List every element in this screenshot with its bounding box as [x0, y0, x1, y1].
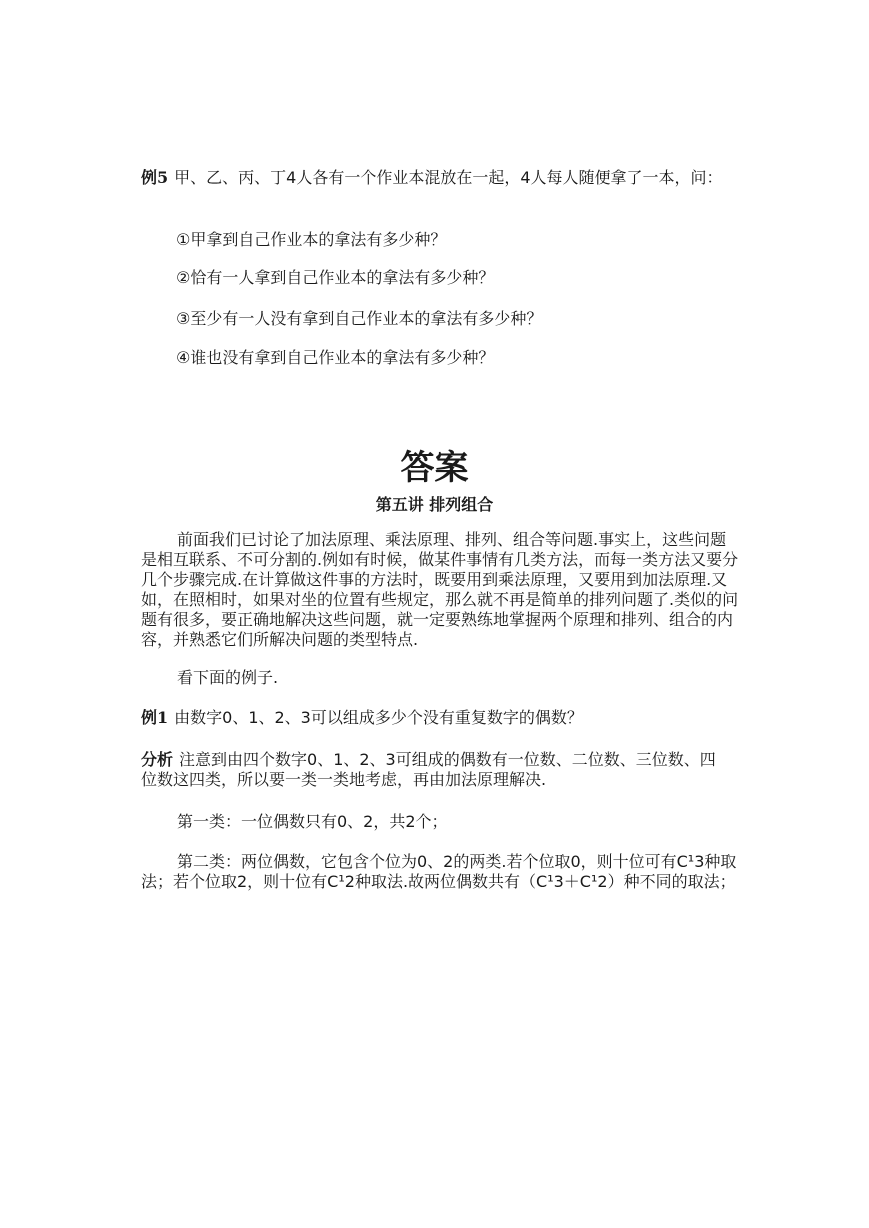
example1-paragraph [141, 708, 741, 728]
example1-label: 例1 [141, 708, 169, 727]
class1-line: 第一类：一位偶数只有0、2，共2个； [177, 812, 448, 831]
example5-question-1: ①甲拿到自己作业本的拿法有多少种？ [176, 230, 447, 249]
see-examples-line: 看下面的例子. [177, 668, 279, 687]
lecture-subtitle: 第五讲 排列组合 [375, 495, 494, 514]
intro-paragraph: 前面我们已讨论了加法原理、乘法原理、排列、组合等问题.事实上，这些问题是相互联系、不可分割的.例如有时候，做某件事情有几类方法，而每一类方法又要分几个步骤完成.在计算做这件事的方法时，既要用到乘法原理，又要用到加法原理.又如，在照相时，如果对坐的位置有些规定，那么就不再是简单的排列问题了.类似的问题有很多，要正确地解决这些问题，就一定要熟练地掌握两个原理和排列、组合的内容，并熟悉它们所解决问题的类型特点. [141, 530, 739, 649]
example5-question-2: ②恰有一人拿到自己作业本的拿法有多少种？ [176, 268, 495, 287]
example5-question-3: ③至少有一人没有拿到自己作业本的拿法有多少种？ [176, 309, 543, 328]
class2-paragraph: 第二类：两位偶数，它包含个位为0、2的两类.若个位取0，则十位可有C¹3种取法；若个位取2，则十位有C¹2种取法.故两位偶数共有（C¹3＋C¹2）种不同的取法； [141, 852, 737, 891]
example5-paragraph [141, 168, 741, 188]
analysis-label: 分析 [141, 750, 174, 769]
answer-title: 答案 [400, 448, 469, 488]
analysis-paragraph [141, 750, 721, 790]
example1-text: 由数字0、1、2、3可以组成多少个没有重复数字的偶数？ [174, 708, 583, 727]
example5-text: 甲、乙、丙、丁4人各有一个作业本混放在一起，4人每人随便拿了一本，问： [174, 168, 723, 187]
example5-label: 例5 [141, 168, 169, 187]
example5-question-4: ④谁也没有拿到自己作业本的拿法有多少种？ [176, 348, 495, 367]
analysis-text: 注意到由四个数字0、1、2、3可组成的偶数有一位数、二位数、三位数、四位数这四类，所以要一类一类地考虑，再由加法原理解决. [141, 750, 716, 789]
